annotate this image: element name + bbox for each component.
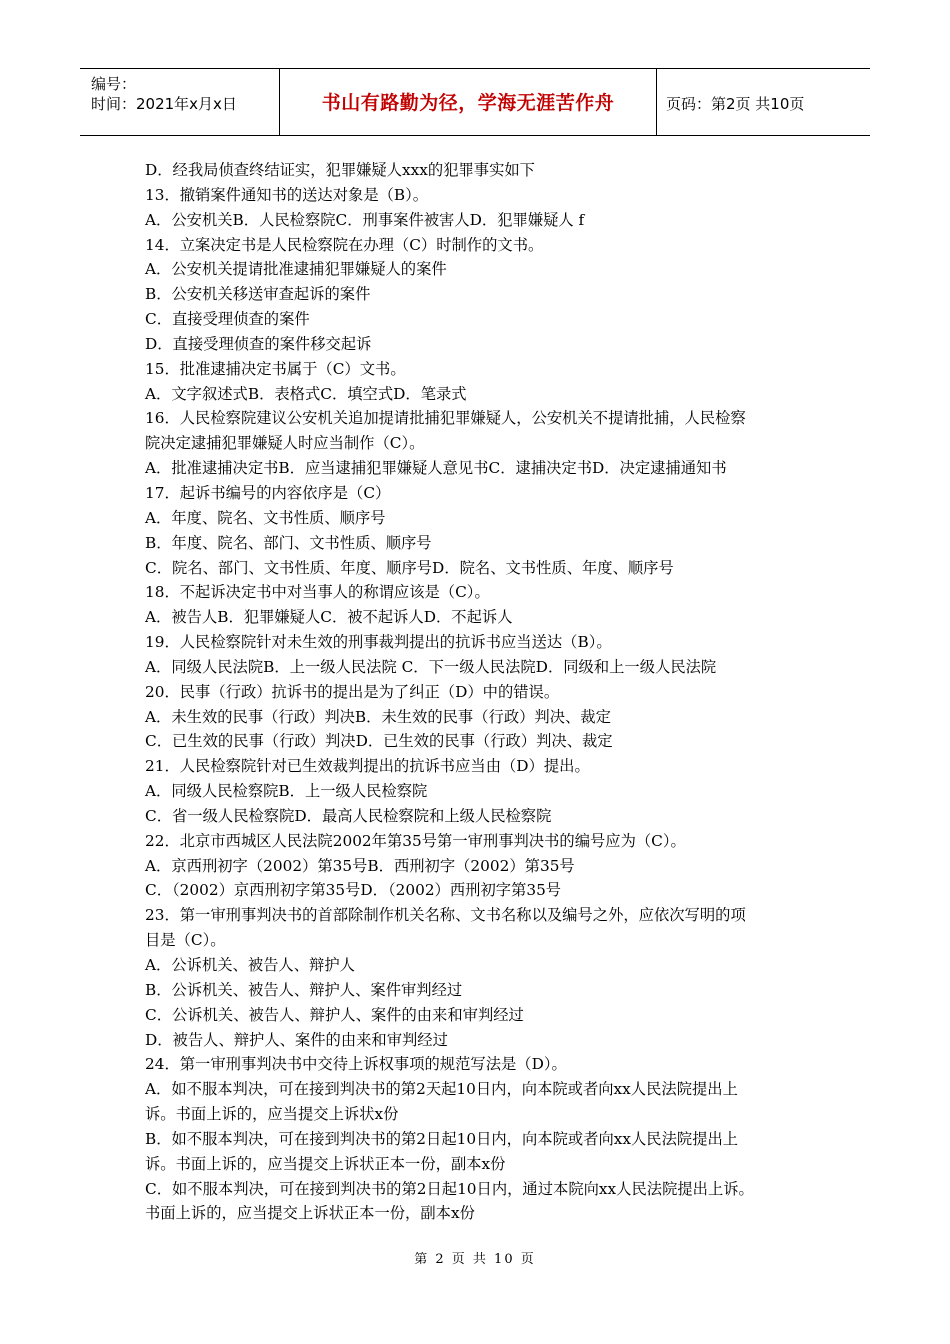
text-line: B．公安机关移送审查起诉的案件	[145, 285, 371, 304]
text-line: C．直接受理侦查的案件	[145, 310, 310, 329]
text-line: 23．第一审刑事判决书的首部除制作机关名称、文书名称以及编号之外，应依次写明的项	[145, 906, 746, 925]
header-top-rule	[80, 68, 870, 69]
header-page-info: 页码：第2页 共10页	[666, 95, 805, 113]
text-line: 20．民事（行政）抗诉书的提出是为了纠正（D）中的错误。	[145, 682, 560, 701]
text-line: 15．批准逮捕决定书属于（C）文书。	[145, 359, 406, 378]
text-line: 24．第一审刑事判决书中交待上诉权事项的规范写法是（D）。	[145, 1055, 567, 1074]
text-line: C．省一级人民检察院D．最高人民检察院和上级人民检察院	[145, 806, 552, 825]
text-line: A．批准逮捕决定书B．应当逮捕犯罪嫌疑人意见书C．逮捕决定书D．决定逮捕通知书	[145, 459, 727, 478]
text-line: 17．起诉书编号的内容依序是（C）	[145, 483, 391, 502]
header-code-label: 编号：	[91, 75, 137, 93]
page-footer: 第 2 页 共 10 页	[414, 1252, 536, 1267]
header-meta	[91, 74, 276, 114]
header-bottom-rule	[80, 135, 870, 136]
text-line: D．被告人、辩护人、案件的由来和审判经过	[145, 1030, 448, 1049]
text-line: 书面上诉的，应当提交上诉状正本一份，副本x份	[145, 1204, 475, 1223]
text-line: C．公诉机关、被告人、辩护人、案件的由来和审判经过	[145, 1005, 524, 1024]
text-line: A．同级人民检察院B．上一级人民检察院	[145, 782, 428, 801]
text-line: B．如不服本判决，可在接到判决书的第2日起10日内，向本院或者向xx人民法院提出上	[145, 1129, 739, 1148]
text-line: A．公安机关提请批准逮捕犯罪嫌疑人的案件	[145, 260, 447, 279]
text-line: 目是（C）。	[145, 931, 226, 950]
text-line: 14．立案决定书是人民检察院在办理（C）时制作的文书。	[145, 235, 544, 254]
text-line: A．文字叙述式B．表格式C．填空式D．笔录式	[145, 384, 467, 403]
document-body	[145, 158, 825, 1226]
text-line: 22．北京市西城区人民法院2002年第35号第一审刑事判决书的编号应为（C）。	[145, 831, 686, 850]
header-motto: 书山有路勤为径，学海无涯苦作舟	[321, 92, 615, 114]
text-line: A．公诉机关、被告人、辩护人	[145, 956, 355, 974]
text-line: D．直接受理侦查的案件移交起诉	[145, 334, 372, 353]
text-line: 院决定逮捕犯罪嫌疑人时应当制作（C）。	[145, 434, 425, 453]
header-divider-2	[656, 68, 657, 135]
text-line: B．公诉机关、被告人、辩护人、案件审判经过	[145, 980, 463, 999]
text-line: A．同级人民法院B．上一级人民法院 C．下一级人民法院D．同级和上一级人民法院	[145, 657, 717, 676]
text-line: A．年度、院名、文书性质、顺序号	[145, 508, 386, 527]
text-line: 诉。书面上诉的，应当提交上诉状x份	[145, 1105, 399, 1124]
text-line: C．如不服本判决，可在接到判决书的第2日起10日内，通过本院向xx人民法院提出上诉。	[145, 1179, 754, 1198]
text-line: A．被告人B．犯罪嫌疑人C．被不起诉人D．不起诉人	[145, 608, 513, 627]
text-line: 16．人民检察院建议公安机关追加提请批捕犯罪嫌疑人，公安机关不提请批捕，人民检察	[145, 409, 746, 428]
text-line: 诉。书面上诉的，应当提交上诉状正本一份，副本x份	[145, 1154, 506, 1173]
text-line: 19．人民检察院针对未生效的刑事裁判提出的抗诉书应当送达（B）。	[145, 633, 612, 652]
text-line: D．经我局侦查终结证实，犯罪嫌疑人xxx的犯罪事实如下	[145, 161, 535, 179]
text-line: A．公安机关B．人民检察院C．刑事案件被害人D．犯罪嫌疑人 f	[145, 210, 585, 229]
text-line: B．年度、院名、部门、文书性质、顺序号	[145, 533, 432, 552]
text-line: A．京西刑初字（2002）第35号B．西刑初字（2002）第35号	[145, 856, 575, 875]
text-line: A．未生效的民事（行政）判决B．未生效的民事（行政）判决、裁定	[145, 707, 611, 726]
header-time-label: 时间：2021年x月x日	[91, 95, 237, 113]
text-line: C．（2002）京西刑初字第35号D．（2002）西刑初字第35号	[145, 881, 562, 900]
text-line: A．如不服本判决，可在接到判决书的第2天起10日内，向本院或者向xx人民法院提出上	[145, 1080, 738, 1099]
text-line: C．已生效的民事（行政）判决D．已生效的民事（行政）判决、裁定	[145, 732, 613, 751]
text-line: 13．撤销案件通知书的送达对象是（B）。	[145, 185, 429, 204]
text-line: 21．人民检察院针对已生效裁判提出的抗诉书应当由（D）提出。	[145, 757, 590, 776]
text-line: 18．不起诉决定书中对当事人的称谓应该是（C）。	[145, 583, 490, 602]
text-line: C．院名、部门、文书性质、年度、顺序号D．院名、文书性质、年度、顺序号	[145, 558, 674, 577]
